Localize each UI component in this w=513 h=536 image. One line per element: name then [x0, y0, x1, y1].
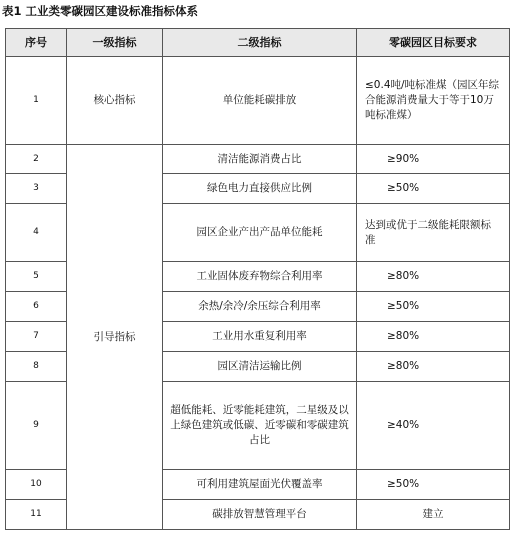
- row-indicator: 碳排放智慧管理平台: [163, 500, 357, 530]
- row-indicator: 清洁能源消费占比: [163, 145, 357, 174]
- row-requirement: ≥80%: [357, 262, 510, 292]
- row-serial: 8: [6, 352, 67, 382]
- row-indicator: 超低能耗、近零能耗建筑，二星级及以上绿色建筑或低碳、近零碳和零碳建筑占比: [163, 382, 357, 470]
- table-caption: 表1 工业类零碳园区建设标准指标体系: [2, 4, 199, 18]
- row-indicator: 余热/余冷/余压综合利用率: [163, 292, 357, 322]
- row-requirement: ≥90%: [357, 145, 510, 174]
- row-serial: 10: [6, 470, 67, 500]
- row-indicator: 可利用建筑屋面光伏覆盖率: [163, 470, 357, 500]
- header-serial: 序号: [6, 29, 67, 57]
- header-level1: 一级指标: [67, 29, 163, 57]
- table-row: [6, 145, 510, 174]
- row-indicator: 单位能耗碳排放: [163, 57, 357, 145]
- row-indicator: 绿色电力直接供应比例: [163, 174, 357, 204]
- row-serial: 4: [6, 204, 67, 262]
- row-requirement: ≥50%: [357, 292, 510, 322]
- level1-core: 核心指标: [67, 57, 163, 145]
- row-indicator: 园区清洁运输比例: [163, 352, 357, 382]
- row-indicator: 园区企业产出产品单位能耗: [163, 204, 357, 262]
- row-serial: 6: [6, 292, 67, 322]
- indicator-table: [5, 28, 510, 530]
- level1-guide: 引导指标: [67, 145, 163, 530]
- row-indicator: 工业用水重复利用率: [163, 322, 357, 352]
- header-requirement: 零碳园区目标要求: [357, 29, 510, 57]
- header-level2: 二级指标: [163, 29, 357, 57]
- row-requirement: ≥80%: [357, 322, 510, 352]
- row-requirement: ≥40%: [357, 382, 510, 470]
- row-serial: 9: [6, 382, 67, 470]
- row-requirement: 建立: [357, 500, 510, 530]
- row-requirement: 达到或优于二级能耗限额标准: [357, 204, 510, 262]
- row-serial: 5: [6, 262, 67, 292]
- table-row: [6, 57, 510, 145]
- row-serial: 3: [6, 174, 67, 204]
- row-indicator: 工业固体废弃物综合利用率: [163, 262, 357, 292]
- row-serial: 11: [6, 500, 67, 530]
- row-serial: 7: [6, 322, 67, 352]
- row-requirement: ≥80%: [357, 352, 510, 382]
- row-requirement: ≥50%: [357, 470, 510, 500]
- row-serial: 2: [6, 145, 67, 174]
- row-serial: 1: [6, 57, 67, 145]
- row-requirement: ≤0.4吨/吨标准煤（园区年综合能源消费量大于等于10万吨标准煤）: [357, 57, 510, 145]
- row-requirement: ≥50%: [357, 174, 510, 204]
- table-header-row: [6, 29, 510, 57]
